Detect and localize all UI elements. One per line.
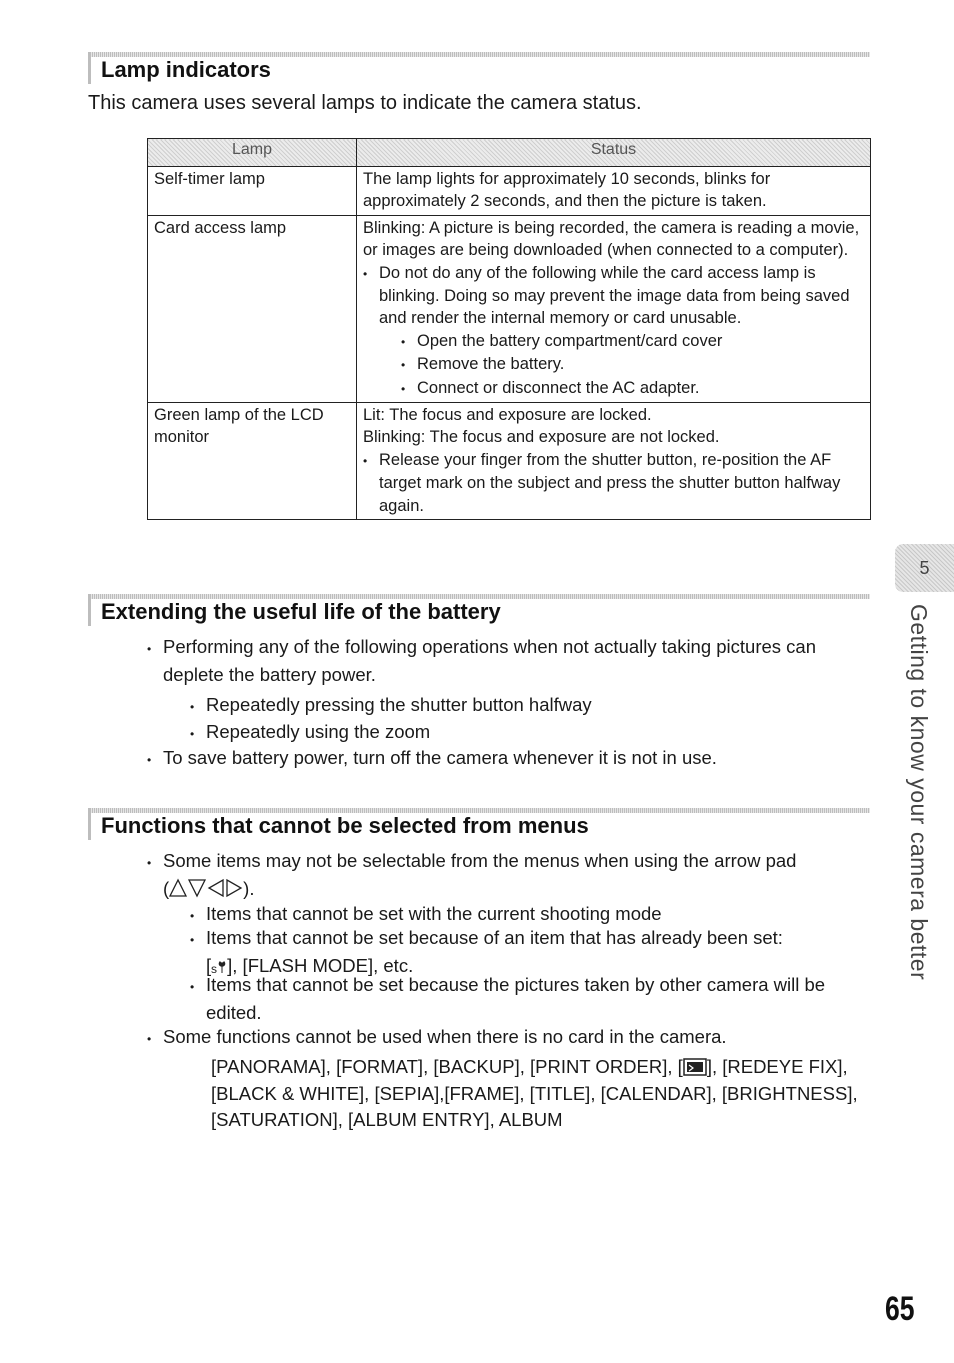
- arrow-pad-icon: [169, 878, 243, 898]
- section-title: Extending the useful life of the battery: [101, 599, 501, 624]
- sub-bullet-item: • Items that cannot be set because the pictures taken by other camera will be edited.: [190, 972, 881, 1026]
- status-sub-bullet: • Open the battery compartment/card cover: [363, 330, 864, 353]
- header-tick: [88, 52, 91, 84]
- status-bullet: • Do not do any of the following while the card access lamp is blinking. Doing so may prevent the image data from being saved and render the internal memory or card unusable.: [363, 262, 864, 330]
- page-number: 65: [885, 1290, 915, 1328]
- section-title: Lamp indicators: [101, 57, 271, 82]
- status-text: Blinking: A picture is being recorded, the camera is reading a movie, or images are being downloaded (when connected to a computer).: [363, 218, 860, 260]
- intro-text: This camera uses several lamps to indicate the camera status.: [88, 92, 642, 114]
- header-lamp: Lamp: [148, 139, 357, 167]
- chapter-number: 5: [919, 557, 930, 578]
- status-sub-bullet: • Connect or disconnect the AC adapter.: [363, 377, 864, 400]
- table-row: [148, 167, 871, 216]
- lamp-name: Self-timer lamp: [148, 167, 357, 216]
- status-sub-bullet: • Remove the battery.: [363, 353, 864, 376]
- sub-bullet-item: • Items that cannot be set with the current shooting mode: [190, 901, 881, 929]
- table-header-row: [148, 139, 871, 167]
- header-tick: [88, 594, 91, 626]
- bullet-item: • Some items may not be selectable from the menus when using the arrow pad ( ).: [147, 848, 883, 902]
- image-edit-icon: [683, 1058, 707, 1076]
- table-row: [148, 215, 871, 402]
- lamp-status: [357, 403, 871, 520]
- status-text: The lamp lights for approximately 10 seconds, blinks for approximately 2 seconds, and then the picture is taken.: [363, 170, 771, 211]
- sub-bullet-item: • Items that cannot be set because of an item that has already been set: [ s ], [FLASH MODE], etc.: [190, 925, 881, 979]
- lamp-table: [147, 138, 871, 520]
- header-tick: [88, 808, 91, 840]
- section-header-battery-life: [88, 594, 870, 626]
- section-header-lamp-indicators: [88, 52, 870, 84]
- lamp-status: [357, 215, 871, 402]
- sub-bullet-item: • Repeatedly pressing the shutter button halfway: [190, 692, 876, 720]
- lamp-status: [357, 167, 871, 216]
- status-text: Blinking: The focus and exposure are not locked.: [363, 428, 720, 447]
- section-title: Functions that cannot be selected from menus: [101, 813, 589, 838]
- status-bullet: • Release your finger from the shutter button, re-position the AF target mark on the subject and press the shutter button halfway again.: [363, 449, 864, 517]
- status-text: Lit: The focus and exposure are locked.: [363, 406, 652, 425]
- lamp-name: Card access lamp: [148, 215, 357, 402]
- bullet-item: • Performing any of the following operations when not actually taking pictures can deplete the battery power.: [147, 634, 878, 688]
- lamp-name: Green lamp of the LCD monitor: [148, 403, 357, 520]
- chapter-tab: [895, 544, 954, 592]
- table-row: [148, 403, 871, 520]
- bullet-item: • To save battery power, turn off the camera whenever it is not in use.: [147, 745, 878, 773]
- section-header-menu-functions: [88, 808, 870, 840]
- sub-bullet-item: • Repeatedly using the zoom: [190, 719, 876, 747]
- chapter-title: Getting to know your camera better: [906, 604, 932, 981]
- bullet-item: • Some functions cannot be used when there is no card in the camera.: [147, 1024, 878, 1052]
- header-status: Status: [357, 139, 871, 167]
- svg-text:s: s: [211, 962, 218, 975]
- function-list: [PANORAMA], [FORMAT], [BACKUP], [PRINT ORDER], [ ], [REDEYE FIX], [BLACK & WHITE], [SEPIA],[FRAME], [TITLE], [CALENDAR], [BRIGHTNESS], [SATURATION], [ALBUM ENTRY], ALBUM: [211, 1056, 858, 1130]
